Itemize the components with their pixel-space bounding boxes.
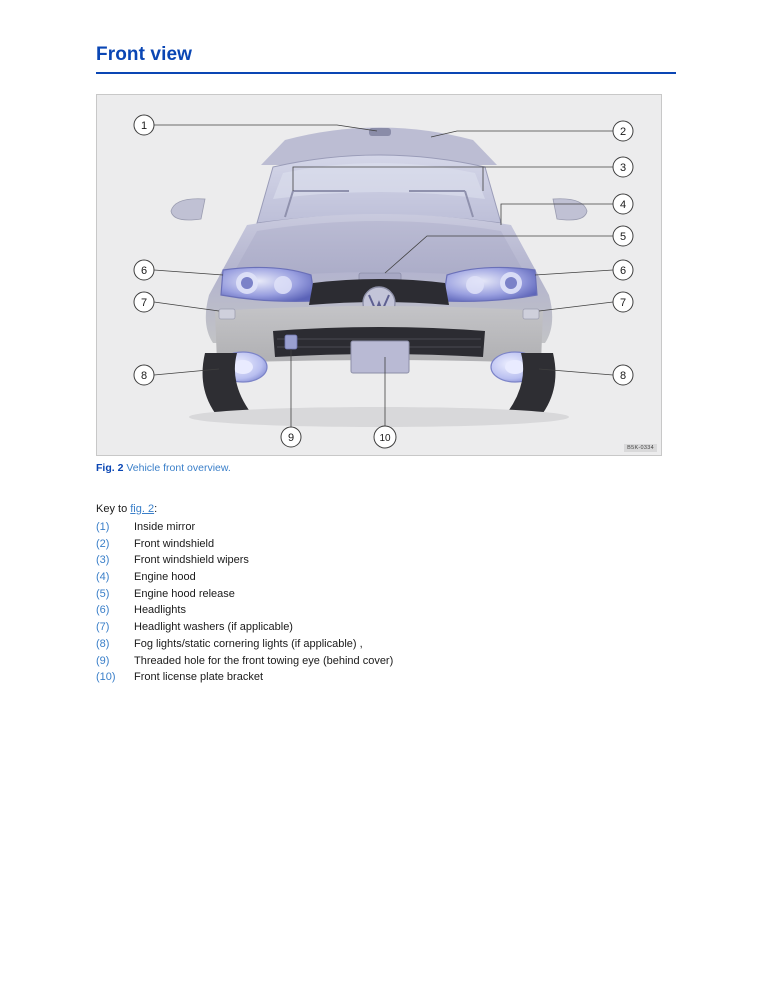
key-intro-after: :: [154, 503, 158, 515]
key-item-label: Front windshield wipers: [134, 554, 249, 567]
key-intro: [96, 503, 157, 515]
list-item: [96, 671, 662, 688]
page-title: Front view: [96, 44, 193, 65]
callout-10: [374, 426, 396, 448]
key-intro-before: Key to: [96, 503, 131, 515]
figure-caption-label: Fig. 2: [96, 462, 124, 474]
list-item: [96, 588, 662, 605]
svg-text:5: 5: [619, 231, 627, 243]
key-item-number: (3): [96, 554, 110, 567]
svg-text:8: 8: [619, 370, 627, 382]
key-item-label: Front windshield: [134, 537, 215, 550]
key-item-label: Fog lights/static cornering lights (if applicable) ,: [134, 637, 363, 650]
svg-text:4: 4: [619, 199, 627, 211]
page-heading-block: [96, 44, 676, 74]
key-item-number: (9): [96, 654, 110, 667]
list-item: [96, 604, 662, 621]
list-item: [96, 538, 662, 555]
svg-text:9: 9: [287, 432, 295, 444]
svg-text:6: 6: [619, 265, 627, 277]
key-item-number: (4): [96, 571, 110, 584]
list-item: [96, 655, 662, 672]
figure-caption: [96, 462, 231, 474]
callout-8-right: [613, 365, 633, 385]
svg-text:7: 7: [140, 297, 148, 309]
key-item-label: Threaded hole for the front towing eye (behind cover): [134, 654, 394, 667]
svg-text:3: 3: [619, 162, 627, 174]
callout-9: [281, 427, 301, 447]
key-item-label: Engine hood release: [134, 587, 235, 600]
list-item: [96, 554, 662, 571]
callout-6-left: [134, 260, 154, 280]
list-item: [96, 521, 662, 538]
callout-4: [613, 194, 633, 214]
list-item: [96, 621, 662, 638]
figure-caption-text: Vehicle front overview.: [126, 462, 231, 474]
key-item-number: (6): [96, 604, 110, 617]
key-item-label: Front license plate bracket: [134, 671, 264, 684]
list-item: [96, 638, 662, 655]
callout-7-right: [613, 292, 633, 312]
key-item-number: (7): [96, 621, 110, 634]
figure-vehicle-front: [96, 94, 662, 456]
key-item-number: (10): [96, 671, 116, 684]
callout-3: [613, 157, 633, 177]
key-item-label: Headlight washers (if applicable): [134, 621, 293, 634]
key-item-number: (1): [96, 521, 110, 533]
svg-text:7: 7: [619, 297, 627, 309]
key-item-label: Engine hood: [134, 571, 196, 584]
key-intro-figure-link[interactable]: fig. 2: [130, 503, 155, 515]
key-item-label: Headlights: [134, 604, 186, 617]
key-item-number: (5): [96, 587, 110, 600]
svg-text:6: 6: [140, 265, 148, 277]
key-list: [96, 521, 662, 688]
key-item-number: (2): [96, 537, 110, 550]
figure-code: B5K-0334: [624, 444, 657, 452]
svg-text:2: 2: [619, 126, 627, 138]
heading-divider: [96, 72, 676, 74]
list-item: [96, 571, 662, 588]
svg-text:8: 8: [140, 370, 148, 382]
svg-text:10: 10: [379, 433, 391, 444]
key-item-label: Inside mirror: [134, 521, 196, 533]
svg-text:1: 1: [140, 120, 148, 132]
callout-5: [613, 226, 633, 246]
key-item-number: (8): [96, 637, 110, 650]
callout-7-left: [134, 292, 154, 312]
callout-8-left: [134, 365, 154, 385]
vehicle-front-illustration: [97, 95, 661, 455]
callout-1: [134, 115, 154, 135]
callout-2: [613, 121, 633, 141]
callout-6-right: [613, 260, 633, 280]
